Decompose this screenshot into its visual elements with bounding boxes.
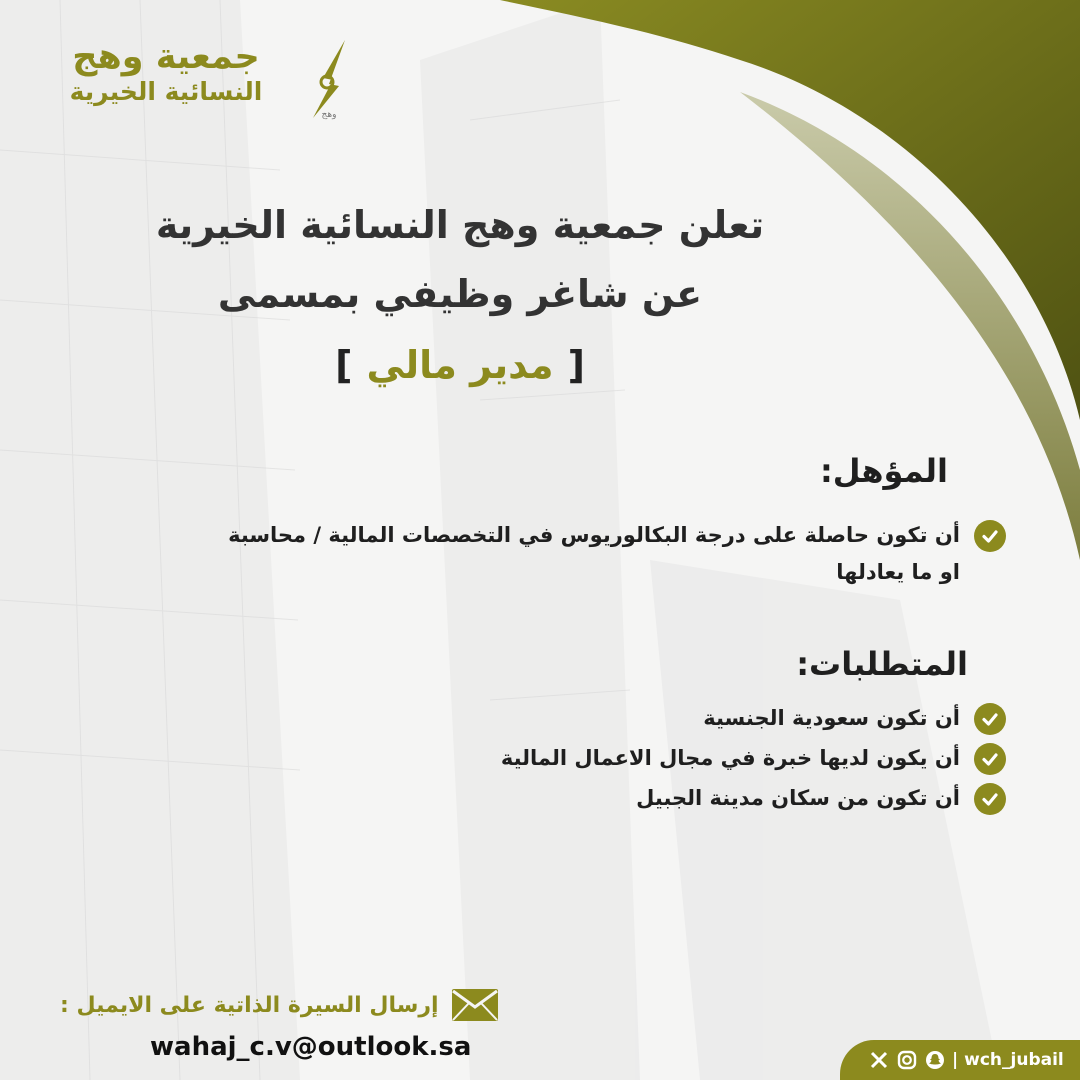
- job-title-text: مدير مالي: [366, 343, 554, 387]
- announcement-line1: تعلن جمعية وهج النسائية الخيرية: [155, 203, 765, 247]
- email-address-link[interactable]: wahaj_c.v@outlook.sa: [150, 1032, 472, 1062]
- logo-caption: وهج: [321, 110, 337, 120]
- email-instruction: [60, 988, 499, 1022]
- instagram-icon[interactable]: [896, 1049, 918, 1071]
- envelope-icon: [451, 988, 499, 1022]
- requirement-item: [501, 743, 1006, 777]
- x-icon[interactable]: [868, 1049, 890, 1071]
- social-handle[interactable]: | wch_jubail: [952, 1050, 1064, 1070]
- bracket-close: ]: [335, 343, 353, 387]
- qualification-item-line2: او ما يعادلها: [836, 560, 960, 584]
- bracket-open: [: [567, 343, 585, 387]
- organization-name-line1: جمعية وهج: [72, 37, 260, 77]
- job-title: [260, 343, 660, 387]
- snapchat-icon[interactable]: [924, 1049, 946, 1071]
- requirement-text: أن يكون لديها خبرة في مجال الاعمال المالية: [500, 746, 960, 770]
- check-icon: [974, 703, 1006, 735]
- announcement-line2: عن شاغر وظيفي بمسمى: [217, 272, 703, 316]
- qualification-item-line1: أن تكون حاصلة على درجة البكالوريوس في التخصصات المالية / محاسبة: [228, 523, 960, 547]
- organization-name-line2: النسائية الخيرية: [69, 77, 263, 106]
- check-icon: [974, 783, 1006, 815]
- requirement-text: أن تكون من سكان مدينة الجبيل: [636, 786, 960, 810]
- organization-name: [52, 37, 280, 106]
- requirement-text: أن تكون سعودية الجنسية: [703, 706, 960, 730]
- requirements-heading: المتطلبات:: [796, 645, 968, 683]
- requirement-item: [703, 703, 1006, 737]
- social-bar: [840, 1040, 1080, 1080]
- check-icon: [974, 520, 1006, 552]
- email-instruction-text: إرسال السيرة الذاتية على الايميل :: [60, 992, 439, 1018]
- requirement-item: [636, 783, 1006, 817]
- qualification-item: [228, 520, 1006, 591]
- check-icon: [974, 743, 1006, 775]
- qualification-heading: المؤهل:: [819, 452, 948, 490]
